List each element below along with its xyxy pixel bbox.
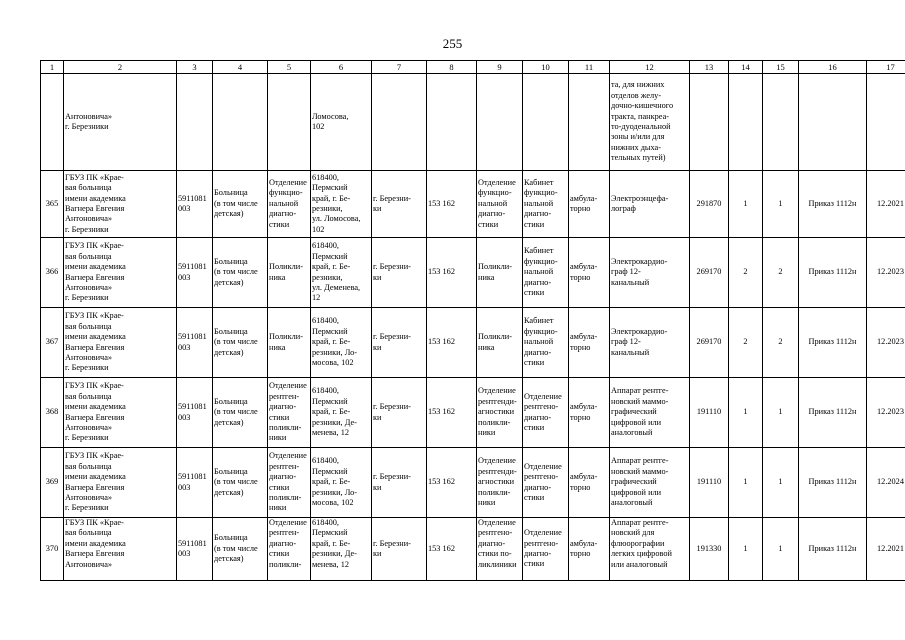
column-header: 4 [213, 61, 268, 74]
cell-address: 618400, Пермский край, г. Бе- резники, Ло- мосова, 102 [311, 308, 372, 378]
cell-quantity-2: 2 [763, 308, 799, 378]
cell-date: 12.2023 [867, 308, 905, 378]
cell-okato: 153 162 [427, 518, 477, 581]
cell-equipment: та, для нижних отделов желу- дочно-кишечного тракта, панкреа- то-дуоденальной зоны и/или для нижних дыха- тельных путей) [610, 74, 690, 171]
cell-number [41, 74, 64, 171]
cell-date: 12.2023 [867, 378, 905, 448]
cell-address: Ломосова, 102 [311, 74, 372, 171]
cell-order: Приказ 1112н [799, 448, 867, 518]
cell-okato: 153 162 [427, 308, 477, 378]
cell-equipment-code: 291870 [690, 171, 729, 238]
cell-equipment: Аппарат рентге- новский маммо- графический цифровой или аналоговый [610, 448, 690, 518]
cell-department: Отделение рентген- диагно- стики поликли- ники [268, 378, 311, 448]
cell-number: 367 [41, 308, 64, 378]
cell-unit [477, 74, 523, 171]
table-row [41, 308, 905, 378]
cell-unit: Отделение рентгенди- агностики поликли- ники [477, 448, 523, 518]
cell-equipment: Аппарат рентге- новский маммо- графический цифровой или аналоговый [610, 378, 690, 448]
cell-quantity-2: 2 [763, 238, 799, 308]
cell-type: Больница (в том числе детская) [213, 171, 268, 238]
column-header: 2 [64, 61, 177, 74]
cell-code: 5911081 003 [177, 448, 213, 518]
column-header: 3 [177, 61, 213, 74]
column-header: 15 [763, 61, 799, 74]
cell-equipment: Электрокардио- граф 12- канальный [610, 308, 690, 378]
cell-unit: Отделение функцио- нальной диагно- стики [477, 171, 523, 238]
cell-room [523, 74, 569, 171]
cell-quantity-1 [729, 74, 763, 171]
cell-type [213, 74, 268, 171]
cell-department: Отделение рентген- диагно- стики поликли- [268, 518, 311, 581]
cell-quantity-2: 1 [763, 171, 799, 238]
cell-date: 12.2021 [867, 171, 905, 238]
cell-okato: 153 162 [427, 171, 477, 238]
cell-quantity-1: 2 [729, 308, 763, 378]
cell-quantity-2: 1 [763, 378, 799, 448]
cell-mode: амбула- торно [569, 448, 610, 518]
cell-okato: 153 162 [427, 378, 477, 448]
cell-organization: ГБУЗ ПК «Крае- вая больница имени академика Вагнера Евгения Антоновича» г. Березники [64, 238, 177, 308]
equipment-registry-table [40, 60, 905, 581]
cell-equipment-code: 191110 [690, 448, 729, 518]
table-row [41, 518, 905, 581]
table-row [41, 448, 905, 518]
cell-date: 12.2024 [867, 448, 905, 518]
column-header: 11 [569, 61, 610, 74]
cell-equipment: Аппарат рентге- новский для флюорографии легких цифровой или аналоговый [610, 518, 690, 581]
cell-department [268, 74, 311, 171]
cell-room: Отделение рентгено- диагно- стики [523, 448, 569, 518]
cell-organization: ГБУЗ ПК «Крае- вая больница имени академика Вагнера Евгения Антоновича» г. Березники [64, 308, 177, 378]
cell-department: Отделение рентген- диагно- стики поликли- ники [268, 448, 311, 518]
cell-organization: ГБУЗ ПК «Крае- вая больница имени академика Вагнера Евгения Антоновича» г. Березники [64, 171, 177, 238]
column-header: 9 [477, 61, 523, 74]
cell-city: г. Березни- ки [372, 378, 427, 448]
cell-code: 5911081 003 [177, 171, 213, 238]
cell-quantity-1: 1 [729, 378, 763, 448]
column-header: 10 [523, 61, 569, 74]
table-row [41, 378, 905, 448]
cell-okato: 153 162 [427, 238, 477, 308]
cell-date [867, 74, 905, 171]
cell-city: г. Березни- ки [372, 308, 427, 378]
cell-room: Кабинет функцио- нальной диагно- стики [523, 308, 569, 378]
cell-type: Больница (в том числе детская) [213, 308, 268, 378]
cell-quantity-1: 1 [729, 518, 763, 581]
column-header: 8 [427, 61, 477, 74]
cell-number: 369 [41, 448, 64, 518]
cell-okato [427, 74, 477, 171]
column-header: 12 [610, 61, 690, 74]
cell-number: 366 [41, 238, 64, 308]
cell-room: Кабинет функцио- нальной диагно- стики [523, 171, 569, 238]
column-header: 17 [867, 61, 905, 74]
table-row-continuation [41, 74, 905, 171]
cell-address: 618400, Пермский край, г. Бе- резники, Де- менева, 12 [311, 518, 372, 581]
cell-code: 5911081 003 [177, 378, 213, 448]
cell-order [799, 74, 867, 171]
table-row [41, 238, 905, 308]
cell-order: Приказ 1112н [799, 171, 867, 238]
cell-quantity-2 [763, 74, 799, 171]
cell-address: 618400, Пермский край, г. Бе- резники, ул. Деменева, 12 [311, 238, 372, 308]
cell-type: Больница (в том числе детская) [213, 238, 268, 308]
cell-order: Приказ 1112н [799, 238, 867, 308]
table-row [41, 171, 905, 238]
cell-equipment-code [690, 74, 729, 171]
cell-city: г. Березни- ки [372, 171, 427, 238]
cell-department: Отделение функцио- нальной диагно- стики [268, 171, 311, 238]
cell-unit: Отделение рентгенди- агностики поликли- ники [477, 378, 523, 448]
page-number: 255 [442, 36, 463, 51]
cell-type: Больница (в том числе детская) [213, 378, 268, 448]
column-header: 13 [690, 61, 729, 74]
cell-organization: Антоновича» г. Березники [64, 74, 177, 171]
cell-equipment: Электрокардио- граф 12- канальный [610, 238, 690, 308]
cell-address: 618400, Пермский край, г. Бе- резники, ул. Ломосова, 102 [311, 171, 372, 238]
cell-mode: амбула- торно [569, 518, 610, 581]
cell-room: Отделение рентгено- диагно- стики [523, 518, 569, 581]
cell-address: 618400, Пермский край, г. Бе- резники, Де- менева, 12 [311, 378, 372, 448]
cell-mode: амбула- торно [569, 171, 610, 238]
cell-number: 365 [41, 171, 64, 238]
cell-address: 618400, Пермский край, г. Бе- резники, Ло- мосова, 102 [311, 448, 372, 518]
cell-code: 5911081 003 [177, 308, 213, 378]
cell-quantity-2: 1 [763, 448, 799, 518]
header-row [41, 61, 905, 74]
cell-code: 5911081 003 [177, 518, 213, 581]
cell-type: Больница (в том числе детская) [213, 448, 268, 518]
cell-number: 368 [41, 378, 64, 448]
cell-city: г. Березни- ки [372, 518, 427, 581]
cell-organization: ГБУЗ ПК «Крае- вая больница имени академика Вагнера Евгения Антоновича» г. Березники [64, 448, 177, 518]
cell-department: Поликли- ника [268, 308, 311, 378]
cell-equipment-code: 191330 [690, 518, 729, 581]
cell-date: 12.2023 [867, 238, 905, 308]
column-header: 1 [41, 61, 64, 74]
cell-code: 5911081 003 [177, 238, 213, 308]
column-header: 5 [268, 61, 311, 74]
cell-department: Поликли- ника [268, 238, 311, 308]
cell-organization: ГБУЗ ПК «Крае- вая больница имени академика Вагнера Евгения Антоновича» [64, 518, 177, 581]
cell-city: г. Березни- ки [372, 238, 427, 308]
cell-unit: Поликли- ника [477, 308, 523, 378]
cell-type: Больница (в том числе детская) [213, 518, 268, 581]
cell-equipment-code: 269170 [690, 238, 729, 308]
column-header: 6 [311, 61, 372, 74]
column-header: 14 [729, 61, 763, 74]
cell-okato: 153 162 [427, 448, 477, 518]
cell-number: 370 [41, 518, 64, 581]
cell-mode: амбула- торно [569, 308, 610, 378]
cell-mode: амбула- торно [569, 238, 610, 308]
cell-quantity-2: 1 [763, 518, 799, 581]
cell-date: 12.2021 [867, 518, 905, 581]
cell-order: Приказ 1112н [799, 378, 867, 448]
cell-equipment: Электроэнцефа- лограф [610, 171, 690, 238]
cell-equipment-code: 269170 [690, 308, 729, 378]
cell-quantity-1: 2 [729, 238, 763, 308]
cell-equipment-code: 191110 [690, 378, 729, 448]
cell-city: г. Березни- ки [372, 448, 427, 518]
cell-room: Отделение рентгено- диагно- стики [523, 378, 569, 448]
cell-code [177, 74, 213, 171]
cell-unit: Поликли- ника [477, 238, 523, 308]
cell-quantity-1: 1 [729, 171, 763, 238]
cell-organization: ГБУЗ ПК «Крае- вая больница имени академика Вагнера Евгения Антоновича» г. Березники [64, 378, 177, 448]
cell-city [372, 74, 427, 171]
cell-order: Приказ 1112н [799, 518, 867, 581]
column-header: 16 [799, 61, 867, 74]
cell-room: Кабинет функцио- нальной диагно- стики [523, 238, 569, 308]
cell-mode: амбула- торно [569, 378, 610, 448]
cell-unit: Отделение рентгено- диагно- стики по- ликлиники [477, 518, 523, 581]
cell-mode [569, 74, 610, 171]
column-header: 7 [372, 61, 427, 74]
cell-order: Приказ 1112н [799, 308, 867, 378]
cell-quantity-1: 1 [729, 448, 763, 518]
